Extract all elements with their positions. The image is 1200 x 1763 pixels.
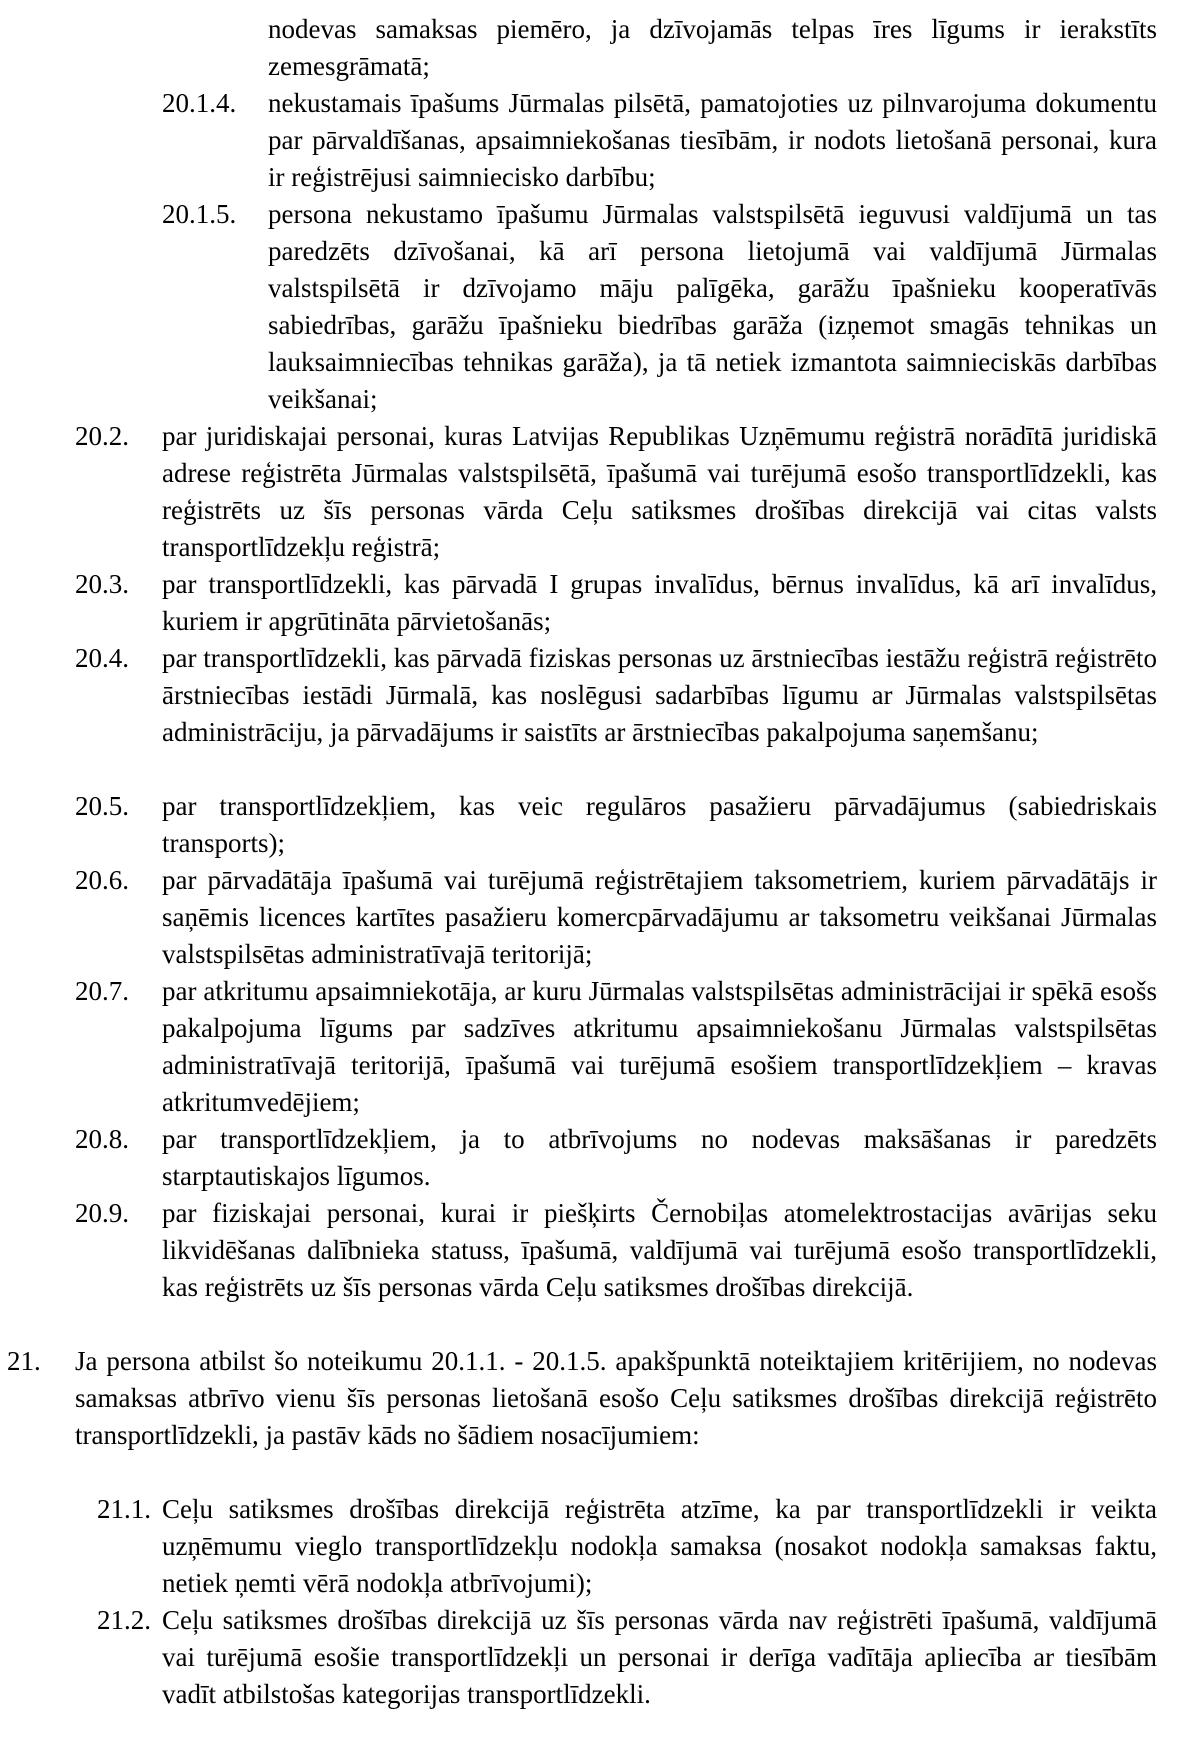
- item-number: 21.: [7, 1346, 41, 1376]
- item-text: Ceļu satiksmes drošības direkcijā reģistrēta atzīme, ka par transportlīdzekli ir veikta uzņēmumu vieglo transportlīdzekļu nodokļa samaksa (nosakot nodokļa samaksas faktu, netiek ņemti vērā nodokļa atbrīvojumi);: [162, 1494, 1157, 1598]
- item-text: par transportlīdzekli, kas pārvadā fiziskas personas uz ārstniecības iestāžu reģistrā reģistrēto ārstniecības iestādi Jūrmalā, kas noslēgusi sadarbības līgumu ar Jūrmalas valstspilsētas administrāciju, ja pārvadājums ir saistīts ar ārstniecības pakalpojuma saņemšanu;: [162, 643, 1157, 747]
- list-item-20-3: [75, 566, 1157, 640]
- item-number: 20.5.: [75, 791, 129, 821]
- list-item-21-2: [97, 1602, 1157, 1713]
- item-text: par atkritumu apsaimniekotāja, ar kuru Jūrmalas valstspilsētas administrācijai ir spēkā esošs pakalpojuma līgums par sadzīves atkritumu apsaimniekošanu Jūrmalas valstspilsētas administratīvajā teritorijā, īpašumā vai turējumā esošiem transportlīdzekļiem – kravas atkritumvedējiem;: [162, 976, 1157, 1117]
- item-number: 20.2.: [75, 421, 129, 451]
- item-number: 21.1.: [97, 1494, 151, 1524]
- item-number: 20.7.: [75, 976, 129, 1006]
- item-text: par transportlīdzekļiem, ja to atbrīvojums no nodevas maksāšanas ir paredzēts starptautiskajos līgumos.: [162, 1124, 1157, 1191]
- continuation-paragraph: nodevas samaksas piemēro, ja dzīvojamās telpas īres līgums ir ierakstīts zemesgrāmatā;: [268, 14, 1157, 81]
- item-number: 20.3.: [75, 569, 129, 599]
- item-number: 20.6.: [75, 865, 129, 895]
- item-text: Ceļu satiksmes drošības direkcijā uz šīs personas vārda nav reģistrēti īpašumā, valdījumā vai turējumā esošie transportlīdzekļi un personai ir derīga vadītāja apliecība ar tiesībām vadīt atbilstošas kategorijas transportlīdzekli.: [162, 1605, 1157, 1709]
- item-text: par juridiskajai personai, kuras Latvijas Republikas Uzņēmumu reģistrā norādītā juridiskā adrese reģistrēta Jūrmalas valstspilsētā, īpašumā vai turējumā esošo transportlīdzekli, kas reģistrēts uz šīs personas vārda Ceļu satiksmes drošības direkcijā vai citas valsts transportlīdzekļu reģistrā;: [162, 421, 1157, 562]
- list-item-20-9: [75, 1195, 1157, 1306]
- list-item-20-6: [75, 862, 1157, 973]
- list-item-21: [7, 1343, 1157, 1454]
- item-text: par fiziskajai personai, kurai ir piešķirts Černobiļas atomelektrostacijas avārijas seku likvidēšanas dalībnieka statuss, īpašumā, valdījumā vai turējumā esošo transportlīdzekli, kas reģistrēts uz šīs personas vārda Ceļu satiksmes drošības direkcijā.: [162, 1198, 1157, 1302]
- item-number: 20.1.4.: [162, 88, 237, 118]
- list-item-20-1-4: [162, 85, 1157, 196]
- item-number: 20.1.5.: [162, 199, 237, 229]
- item-text: persona nekustamo īpašumu Jūrmalas valstspilsētā ieguvusi valdījumā un tas paredzēts dzīvošanai, kā arī persona lietojumā vai valdījumā Jūrmalas valstspilsētā ir dzīvojamo māju palīgēka, garāžu īpašnieku kooperatīvās sabiedrības, garāžu īpašnieku biedrības garāža (izņemot smagās tehnikas un lauksaimniecības tehnikas garāža), ja tā netiek izmantota saimnieciskās darbības veikšanai;: [268, 199, 1157, 414]
- list-item-20-1-5: [162, 196, 1157, 418]
- list-item-20-8: [75, 1121, 1157, 1195]
- list-item-20-2: [75, 418, 1157, 566]
- item-number: 21.2.: [97, 1605, 151, 1635]
- item-text: par pārvadātāja īpašumā vai turējumā reģistrētajiem taksometriem, kuriem pārvadātājs ir saņēmis licences kartītes pasažieru komercpārvadājumu ar taksometru veikšanai Jūrmalas valstspilsētas administratīvajā teritorijā;: [162, 865, 1157, 969]
- list-item-21-1: [97, 1491, 1157, 1602]
- list-item-20-7: [75, 973, 1157, 1121]
- item-number: 20.8.: [75, 1124, 129, 1154]
- item-number: 20.4.: [75, 643, 129, 673]
- list-item-20-4: [75, 640, 1157, 751]
- item-text: Ja persona atbilst šo noteikumu 20.1.1. - 20.1.5. apakšpunktā noteiktajiem kritērijiem, no nodevas samaksas atbrīvo vienu šīs personas lietošanā esošo Ceļu satiksmes drošības direkcijā reģistrēto transportlīdzekli, ja pastāv kāds no šādiem nosacījumiem:: [75, 1346, 1157, 1450]
- list-item-20-5: [75, 788, 1157, 862]
- item-text: par transportlīdzekļiem, kas veic regulāros pasažieru pārvadājumus (sabiedriskais transports);: [162, 791, 1157, 858]
- item-text: nekustamais īpašums Jūrmalas pilsētā, pamatojoties uz pilnvarojuma dokumentu par pārvaldīšanas, apsaimniekošanas tiesībām, ir nodots lietošanā personai, kura ir reģistrējusi saimniecisko darbību;: [268, 88, 1157, 192]
- item-number: 20.9.: [75, 1198, 129, 1228]
- item-text: par transportlīdzekli, kas pārvadā I grupas invalīdus, bērnus invalīdus, kā arī invalīdus, kuriem ir apgrūtināta pārvietošanās;: [162, 569, 1157, 636]
